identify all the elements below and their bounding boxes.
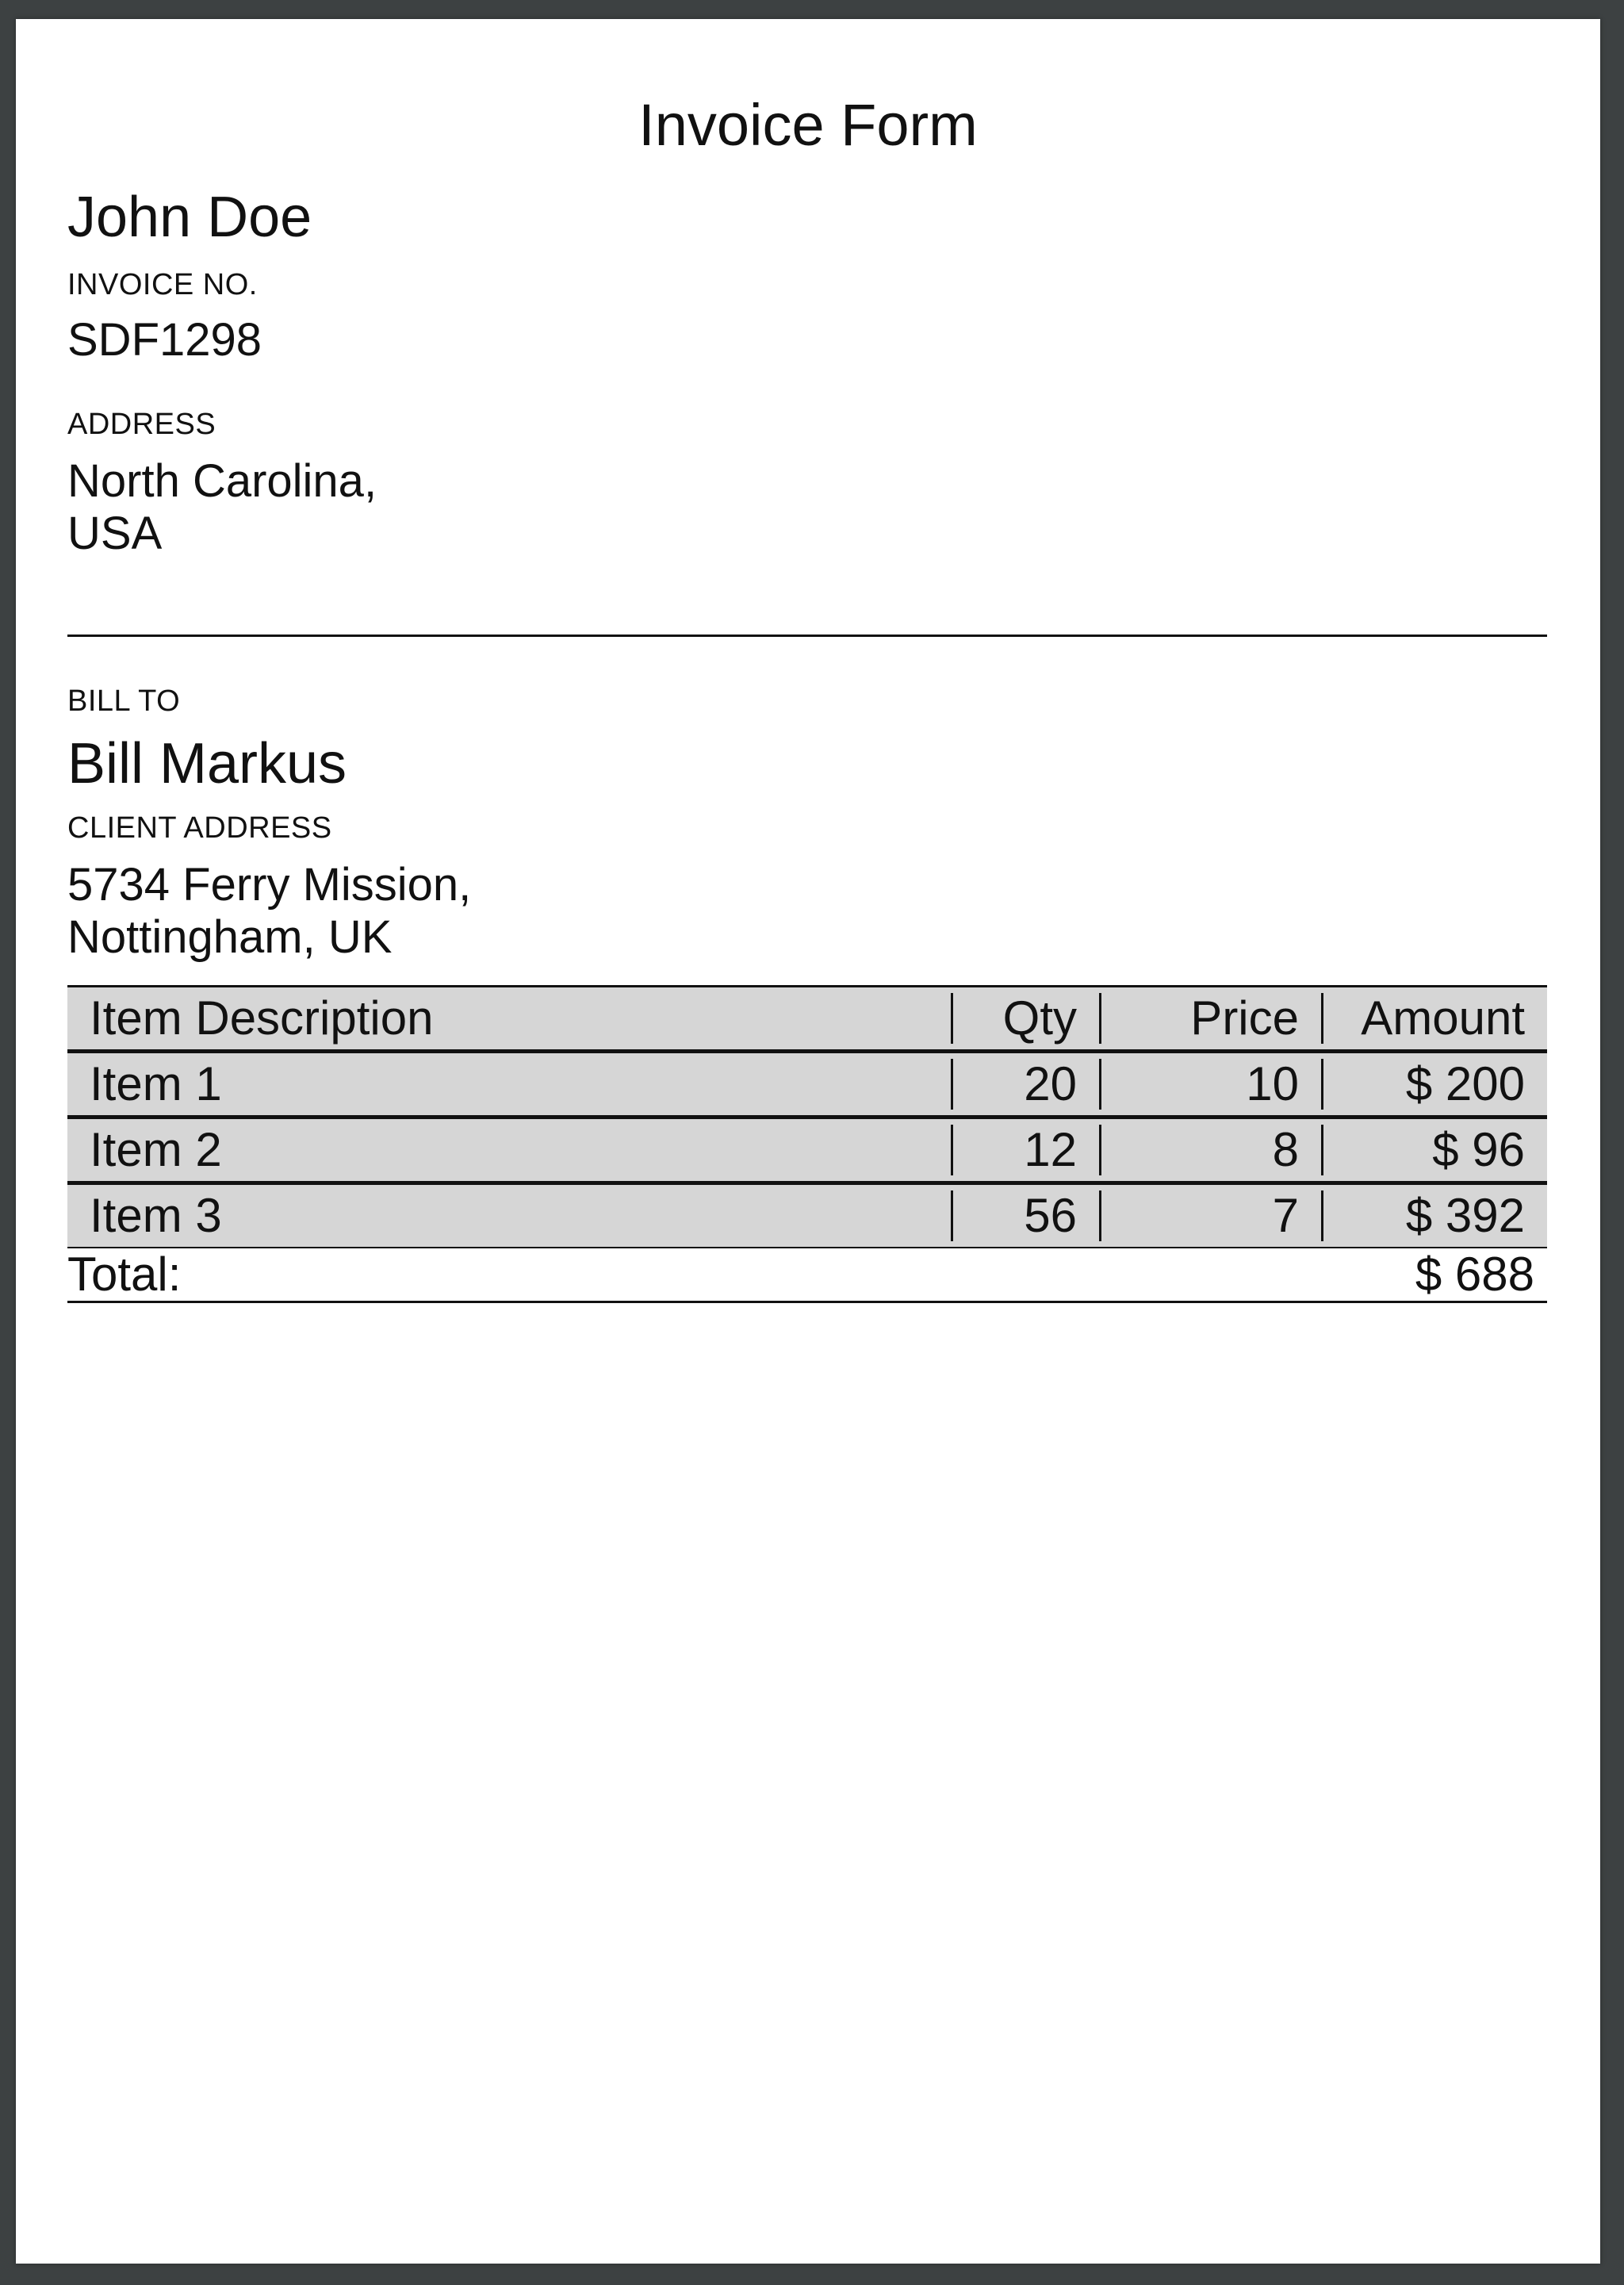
address-label: ADDRESS [67, 408, 216, 441]
row-amount: $ 200 [1405, 1057, 1525, 1110]
total-row [67, 1248, 1547, 1303]
total-value: $ 688 [1415, 1248, 1534, 1301]
row-qty: 12 [953, 1125, 1101, 1175]
bill-to-label: BILL TO [67, 684, 181, 718]
sender-address-line1: North Carolina, [67, 455, 377, 507]
invoice-page [16, 19, 1600, 2264]
table-header-row [67, 987, 1547, 1053]
row-amount: $ 96 [1432, 1123, 1525, 1176]
sender-name: John Doe [67, 186, 312, 249]
table-row [67, 1053, 1547, 1119]
header-description: Item Description [67, 993, 953, 1044]
header-amount: Amount [1361, 991, 1525, 1045]
page-title: Invoice Form [638, 92, 978, 158]
sender-address-line2: USA [67, 508, 163, 559]
row-qty: 56 [953, 1190, 1101, 1241]
invoice-number-label: INVOICE NO. [67, 268, 258, 301]
client-address-label: CLIENT ADDRESS [67, 811, 332, 845]
row-description: Item 3 [67, 1190, 953, 1241]
items-table [67, 985, 1547, 1303]
table-row [67, 1185, 1547, 1248]
client-name: Bill Markus [67, 732, 347, 796]
table-row [67, 1119, 1547, 1185]
row-price: 10 [1101, 1059, 1323, 1110]
invoice-number: SDF1298 [67, 314, 262, 366]
row-description: Item 2 [67, 1125, 953, 1175]
row-price: 7 [1101, 1190, 1323, 1241]
client-address-line2: Nottingham, UK [67, 911, 393, 963]
header-qty: Qty [953, 993, 1101, 1044]
client-address-line1: 5734 Ferry Mission, [67, 859, 472, 911]
section-divider [67, 635, 1547, 637]
row-price: 8 [1101, 1125, 1323, 1175]
row-qty: 20 [953, 1059, 1101, 1110]
row-amount: $ 392 [1405, 1189, 1525, 1242]
row-description: Item 1 [67, 1059, 953, 1110]
header-price: Price [1101, 993, 1323, 1044]
total-label: Total: [67, 1248, 182, 1301]
